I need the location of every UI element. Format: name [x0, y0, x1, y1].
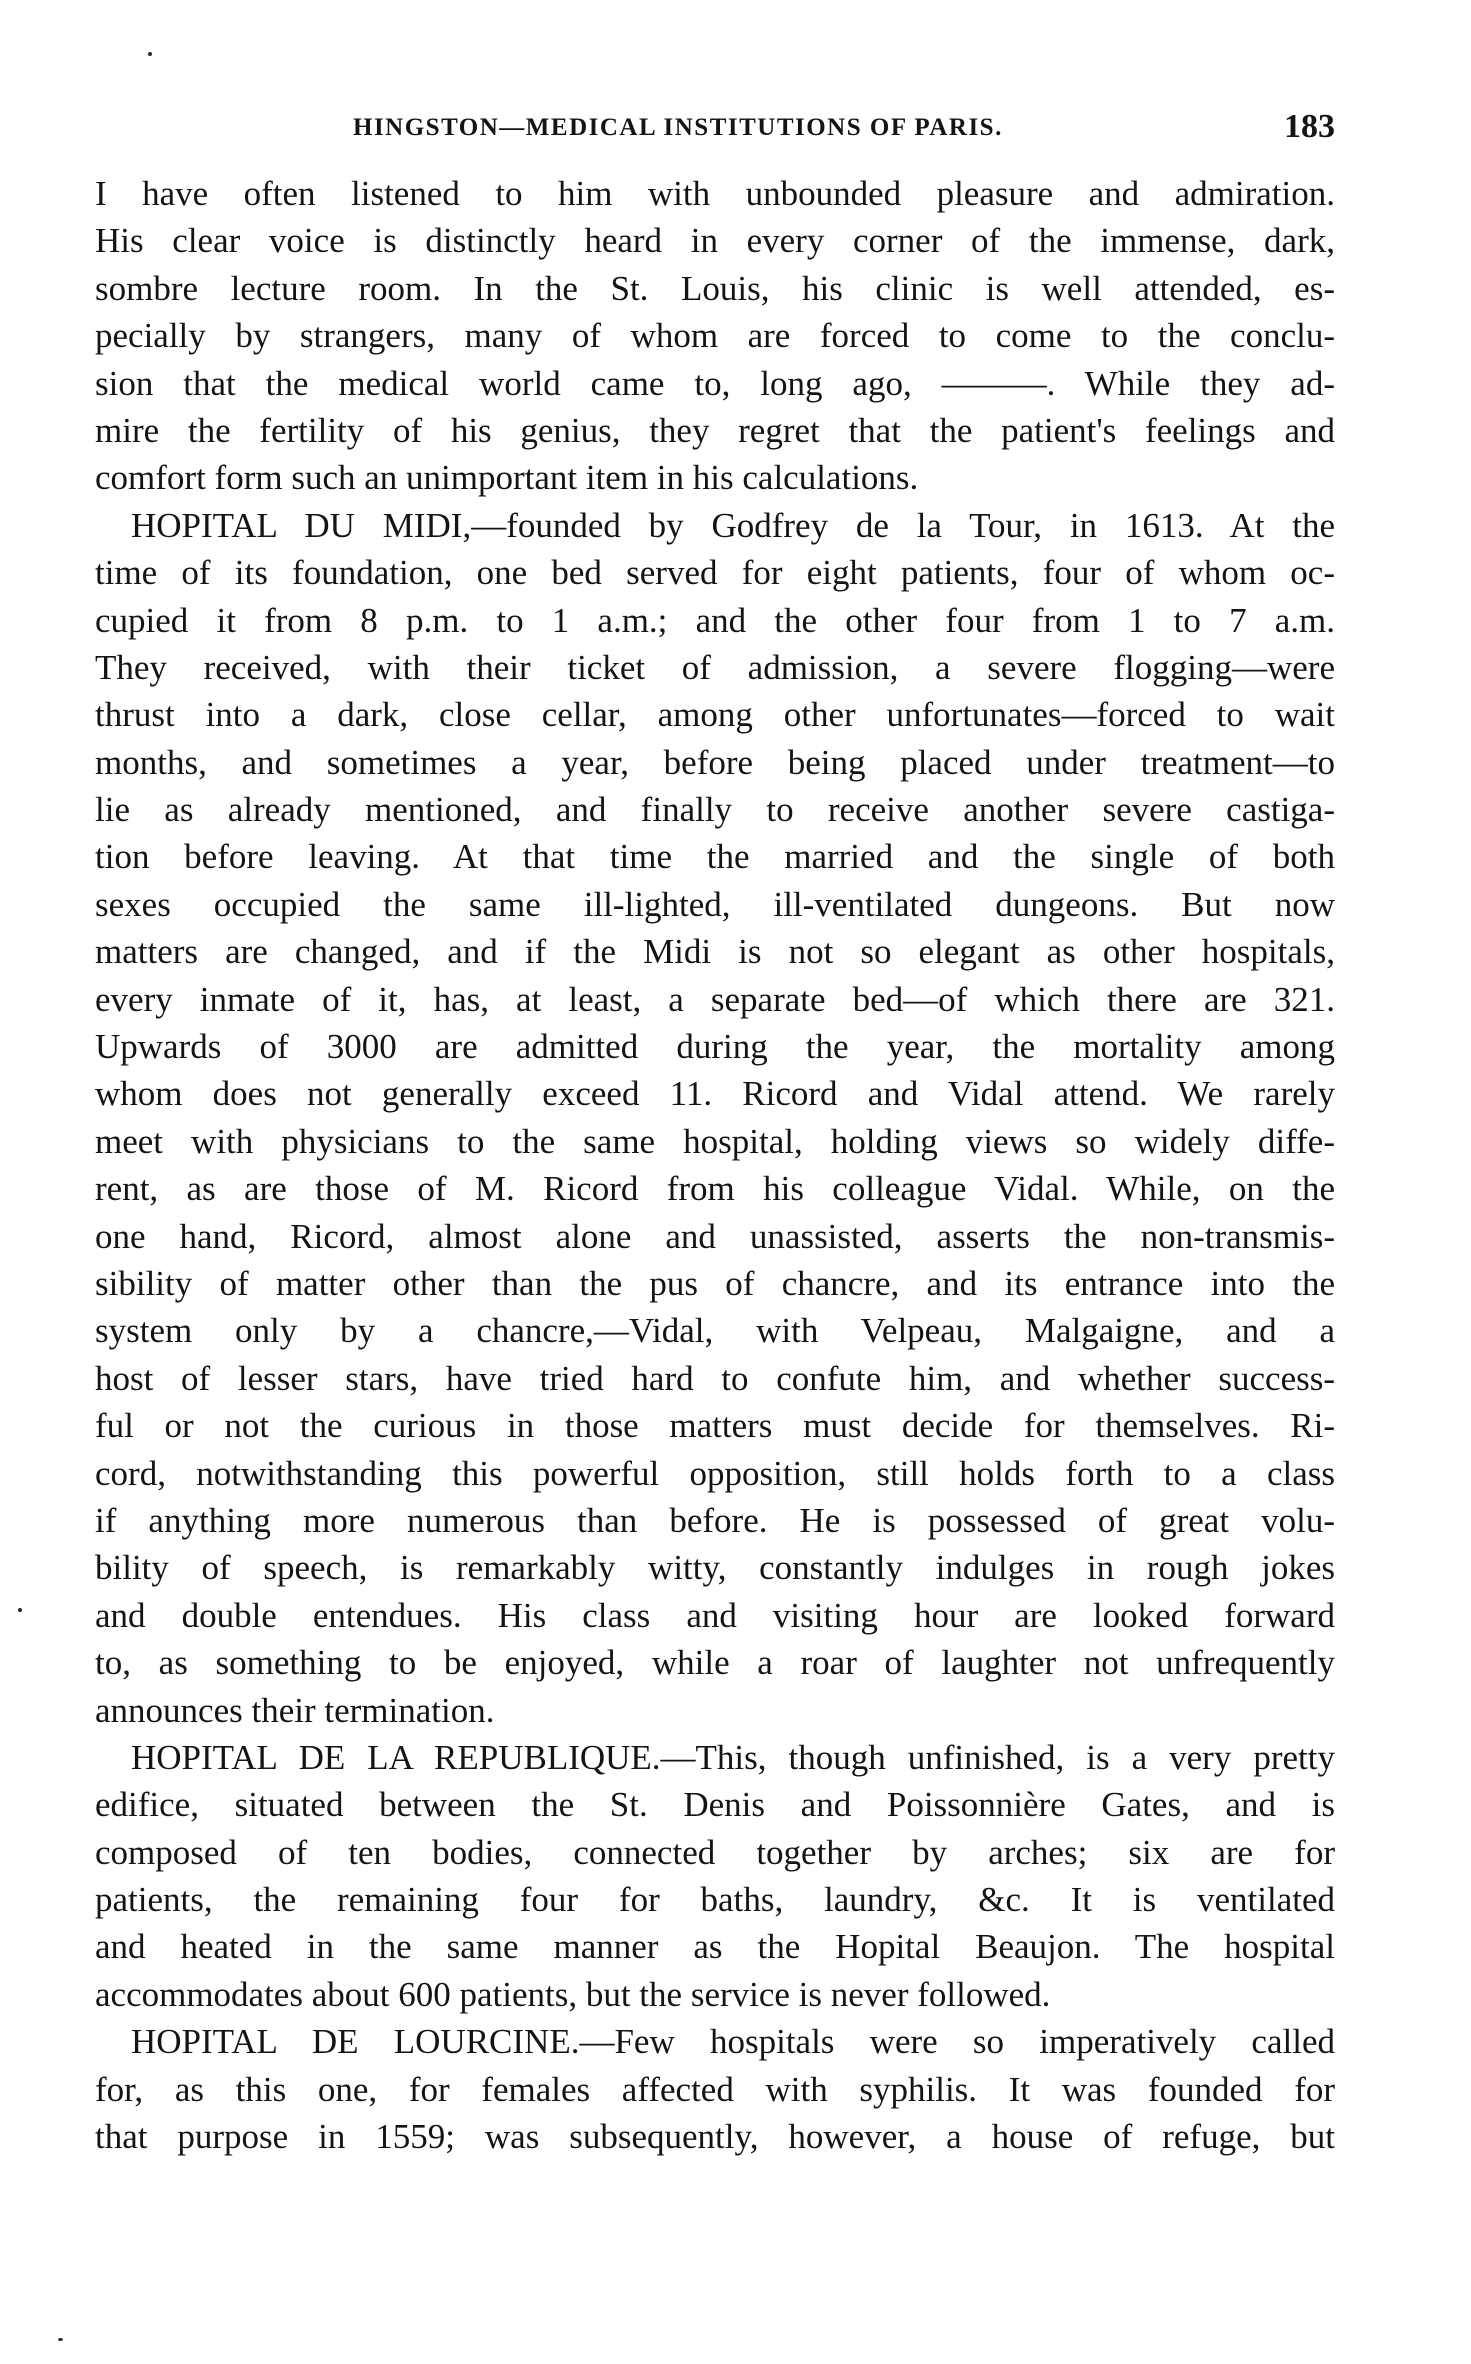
running-head: [95, 108, 1335, 156]
text-line: bility of speech, is remarkably witty, constantly indulges in rough jokes: [95, 1548, 1335, 1588]
text-line: edifice, situated between the St. Denis and Poissonnière Gates, and is: [95, 1785, 1335, 1825]
text-line: matters are changed, and if the Midi is not so elegant as other hospitals,: [95, 932, 1335, 972]
text-line: rent, as are those of M. Ricord from his colleague Vidal. While, on the: [95, 1169, 1335, 1209]
text-line: sion that the medical world came to, long ago, ———. While they ad-: [95, 363, 1335, 403]
text-line: time of its foundation, one bed served for eight patients, four of whom oc-: [95, 553, 1335, 593]
text-line: His clear voice is distinctly heard in every corner of the immense, dark,: [95, 221, 1335, 261]
text-line: comfort form such an unimportant item in his calculations.: [95, 458, 919, 498]
text-line: accommodates about 600 patients, but the service is never followed.: [95, 1974, 1051, 2014]
text-line: host of lesser stars, have tried hard to confute him, and whether success-: [95, 1358, 1335, 1398]
text-line: cupied it from 8 p.m. to 1 a.m.; and the other four from 1 to 7 a.m.: [95, 600, 1335, 640]
print-speck: [18, 1608, 22, 1612]
text-line: I have often listened to him with unbounded pleasure and admiration.: [95, 174, 1335, 213]
text-line: and double entendues. His class and visiting hour are looked forward: [95, 1595, 1335, 1635]
text-line: system only by a chancre,—Vidal, with Velpeau, Malgaigne, and a: [95, 1311, 1335, 1351]
text-line: one hand, Ricord, almost alone and unassisted, asserts the non-transmis-: [95, 1216, 1335, 1256]
page-number: 183: [1284, 108, 1335, 145]
print-speck: [148, 52, 152, 56]
text-line: announces their termination.: [95, 1690, 495, 1730]
text-line: thrust into a dark, close cellar, among other unfortunates—forced to wait: [95, 695, 1335, 735]
text-line: sombre lecture room. In the St. Louis, his clinic is well attended, es-: [95, 268, 1335, 308]
text-line: cord, notwithstanding this powerful opposition, still holds forth to a class: [95, 1453, 1335, 1493]
text-line: mire the fertility of his genius, they regret that the patient's feelings and: [95, 410, 1335, 450]
text-line: for, as this one, for females affected with syphilis. It was founded for: [95, 2069, 1335, 2109]
text-line: Upwards of 3000 are admitted during the year, the mortality among: [95, 1027, 1335, 1067]
print-speck: [58, 2338, 63, 2341]
text-line: patients, the remaining four for baths, laundry, &c. It is ventilated: [95, 1880, 1335, 1920]
text-line: meet with physicians to the same hospital, holding views so widely diffe-: [95, 1121, 1335, 1161]
text-line: that purpose in 1559; was subsequently, however, a house of refuge, but: [95, 2117, 1335, 2157]
text-line: every inmate of it, has, at least, a separate bed—of which there are 321.: [95, 979, 1335, 1019]
running-title: HINGSTON—MEDICAL INSTITUTIONS OF PARIS.: [353, 114, 1003, 141]
text-line: whom does not generally exceed 11. Ricord and Vidal attend. We rarely: [95, 1074, 1335, 1114]
text-line: and heated in the same manner as the Hopital Beaujon. The hospital: [95, 1927, 1335, 1967]
text-line: pecially by strangers, many of whom are forced to come to the conclu-: [95, 316, 1335, 356]
text-line: They received, with their ticket of admission, a severe flogging—were: [95, 647, 1335, 687]
text-line: HOPITAL DE LOURCINE.—Few hospitals were so imperatively called: [131, 2022, 1335, 2062]
text-line: HOPITAL DU MIDI,—founded by Godfrey de la Tour, in 1613. At the: [131, 505, 1335, 545]
text-line: tion before leaving. At that time the married and the single of both: [95, 837, 1335, 877]
text-line: composed of ten bodies, connected together by arches; six are for: [95, 1832, 1335, 1872]
text-line: sexes occupied the same ill-lighted, ill-ventilated dungeons. But now: [95, 884, 1335, 924]
text-line: to, as something to be enjoyed, while a roar of laughter not unfrequently: [95, 1643, 1335, 1683]
text-line: HOPITAL DE LA REPUBLIQUE.—This, though unfinished, is a very pretty: [131, 1737, 1335, 1777]
text-line: lie as already mentioned, and finally to receive another severe castiga-: [95, 790, 1335, 830]
body-text: [95, 170, 1335, 2160]
text-line: months, and sometimes a year, before being placed under treatment—to: [95, 742, 1335, 782]
text-line: sibility of matter other than the pus of chancre, and its entrance into the: [95, 1263, 1335, 1303]
text-line: ful or not the curious in those matters must decide for themselves. Ri-: [95, 1406, 1335, 1446]
text-line: if anything more numerous than before. He is possessed of great volu-: [95, 1500, 1335, 1540]
